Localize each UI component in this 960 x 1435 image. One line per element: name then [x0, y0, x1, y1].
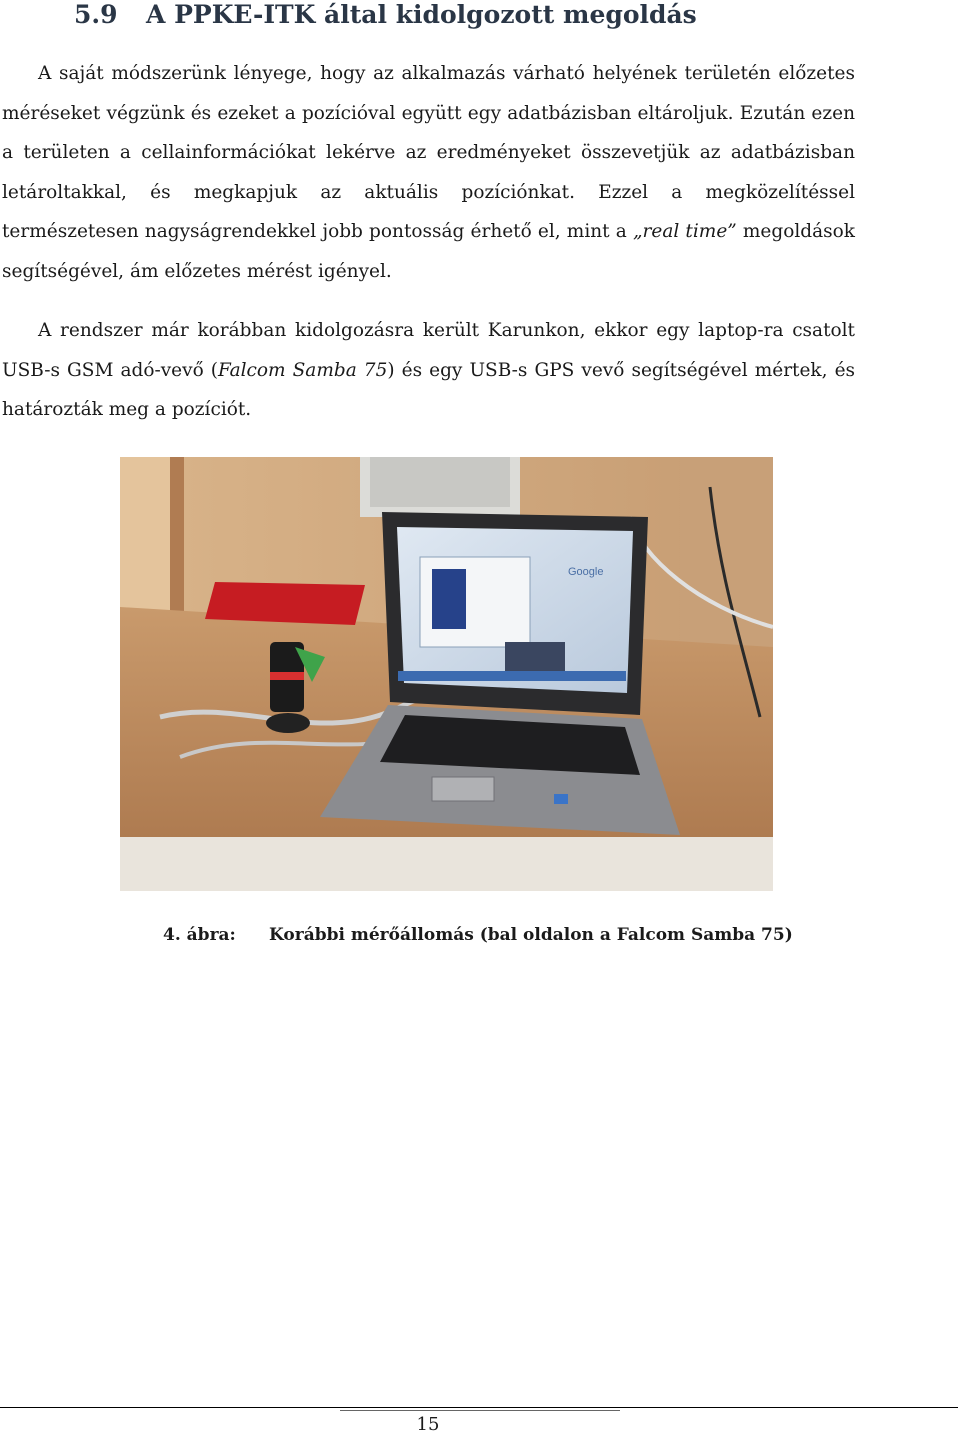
figure-label: 4. ábra:: [163, 925, 236, 945]
figure-photo: [120, 457, 773, 891]
section-number: 5.9: [74, 0, 118, 29]
laptop-photo-illustration: [120, 457, 773, 891]
footer-rule: [0, 1407, 958, 1408]
paragraph-1-text: A saját módszerünk lényege, hogy az alkalmazás várható helyének területén előzetes méréseket végzünk és ezeket a pozícióval együtt egy adatbázisban eltároljuk. Ezután ezen a területen a cellainformációkat lekérve az eredményeket összevetjük az adatbázisban letároltakkal, és megkapjuk az aktuális pozíciónkat. Ezzel a megközelítéssel természetesen nagyságrendekkel jobb pontosság érhető el, mint a: [2, 63, 855, 242]
figure-caption: [163, 925, 793, 945]
paragraph-2: [2, 311, 855, 430]
section-title: A PPKE-ITK által kidolgozott megoldás: [146, 0, 697, 29]
paragraph-2-italic: Falcom Samba 75: [218, 359, 388, 381]
paragraph-1-italic: „real time”: [632, 221, 737, 242]
paragraph-1: [2, 54, 855, 291]
paragraph-1-end: megoldások segítségével, ám előzetes mérést igényel.: [2, 221, 855, 282]
section-heading: [74, 0, 697, 29]
figure-caption-text: Korábbi mérőállomás (bal oldalon a Falcom Samba 75): [269, 925, 793, 945]
screen-logo-text: Google: [568, 566, 604, 578]
footer-rule-secondary: [340, 1410, 620, 1411]
paragraph-2-text-a: A rendszer már korábban kidolgozásra került Karunkon, ekkor egy laptop-ra csatolt USB-s GSM adó-vevő (: [2, 320, 855, 381]
paragraph-2-text-b: ) és egy USB-s GPS vevő segítségével mértek, és határozták meg a pozíciót.: [2, 359, 856, 420]
page-number: 15: [416, 1414, 440, 1435]
